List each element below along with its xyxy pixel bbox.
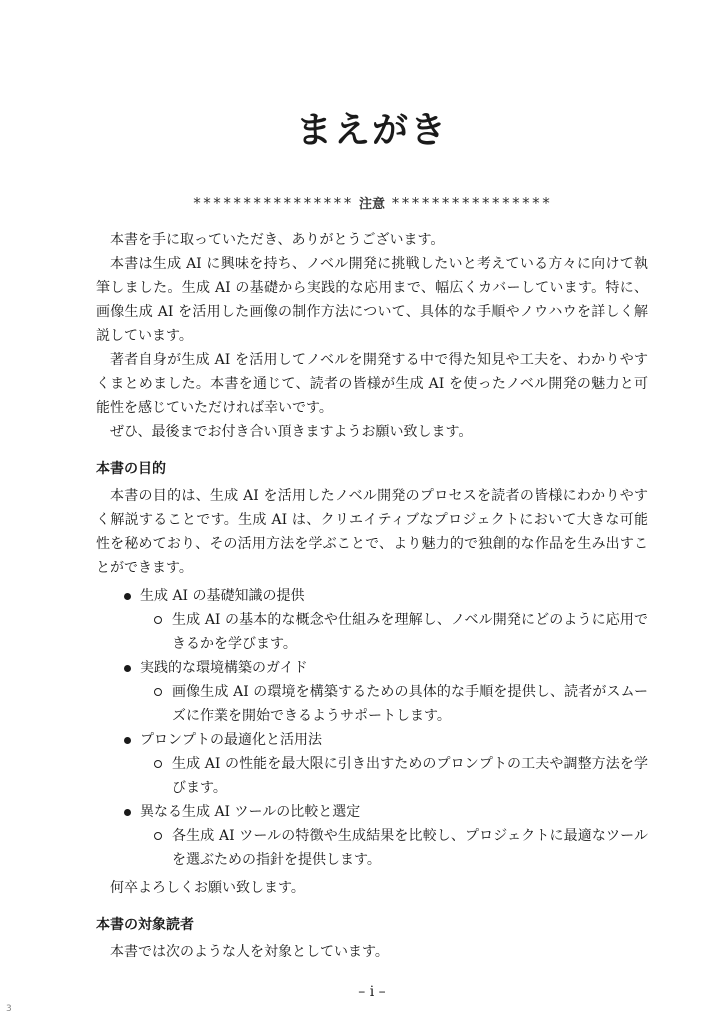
list-item-label: プロンプトの最適化と活用法: [140, 732, 322, 748]
sub-list-item: [150, 752, 648, 800]
list-item-label: 生成 AI の基礎知識の提供: [140, 588, 305, 604]
circle-bullet-icon: [154, 616, 162, 624]
sub-list-item: [150, 824, 648, 872]
main-content: [96, 228, 648, 964]
circle-bullet-icon: [154, 832, 162, 840]
section-heading-audience: 本書の対象読者: [96, 917, 194, 933]
notice-label: 注意: [358, 197, 385, 212]
circle-bullet-icon: [154, 688, 162, 696]
purpose-list: [96, 584, 648, 872]
list-item: [120, 656, 648, 728]
margin-page-index: 3: [6, 1004, 12, 1014]
audience-paragraph: 本書では次のような人を対象としています。: [110, 944, 389, 960]
sub-list: [140, 608, 648, 656]
list-item-label: 異なる生成 AI ツールの比較と選定: [140, 804, 361, 820]
sub-list: [140, 824, 648, 872]
list-item: [120, 584, 648, 656]
page-title: まえがき: [295, 110, 448, 151]
bullet-icon: [124, 593, 131, 600]
notice-stars-right: ****************: [391, 194, 552, 212]
sub-list-item-text: 生成 AI の基本的な概念や仕組みを理解し、ノベル開発にどのように応用できるかを学びます。: [172, 612, 648, 652]
sub-list-item-text: 画像生成 AI の環境を構築するための具体的な手順を提供し、読者がスムーズに作業を開始できるようサポートします。: [172, 684, 648, 724]
purpose-paragraph: 本書の目的は、生成 AI を活用したノベル開発のプロセスを読者の皆様にわかりやすく解説することです。生成 AI は、クリエイティブなプロジェクトにおいて大きな可能性を秘めており、その活用方法を学ぶことで、より魅力的で独創的な作品を生み出すことができます。: [96, 488, 648, 576]
bullet-icon: [124, 665, 131, 672]
section-heading-purpose: 本書の目的: [96, 461, 166, 477]
bullet-icon: [124, 809, 131, 816]
sub-list: [140, 680, 648, 728]
notice-banner: [96, 193, 648, 212]
intro-paragraph: ぜひ、最後までお付き合い頂きますようお願い致します。: [110, 424, 473, 440]
sub-list-item: [150, 608, 648, 656]
sub-list-item-text: 生成 AI の性能を最大限に引き出すためのプロンプトの工夫や調整方法を学びます。: [172, 756, 648, 796]
bullet-icon: [124, 737, 131, 744]
page-number: – i –: [358, 984, 386, 1000]
intro-paragraph: 本書は生成 AI に興味を持ち、ノベル開発に挑戦したいと考えている方々に向けて執筆しました。生成 AI の基礎から実践的な応用まで、幅広くカバーしています。特に、画像生成 AI を活用した画像の制作方法について、具体的な手順やノウハウを詳しく解説しています。: [96, 256, 648, 344]
sub-list-item-text: 各生成 AI ツールの特徴や生成結果を比較し、プロジェクトに最適なツールを選ぶための指針を提供します。: [172, 828, 648, 868]
sub-list-item: [150, 680, 648, 728]
list-item-label: 実践的な環境構築のガイド: [140, 660, 308, 676]
notice-stars-left: ****************: [192, 194, 353, 212]
circle-bullet-icon: [154, 760, 162, 768]
list-item: [120, 728, 648, 800]
intro-paragraph: 著者自身が生成 AI を活用してノベルを開発する中で得た知見や工夫を、わかりやすくまとめました。本書を通じて、読者の皆様が生成 AI を使ったノベル開発の魅力と可能性を感じていただければ幸いです。: [96, 352, 648, 416]
intro-paragraph: 本書を手に取っていただき、ありがとうございます。: [110, 232, 445, 248]
list-item: [120, 800, 648, 872]
sub-list: [140, 752, 648, 800]
closing-paragraph: 何卒よろしくお願い致します。: [110, 880, 305, 896]
document-page: [96, 0, 648, 1024]
